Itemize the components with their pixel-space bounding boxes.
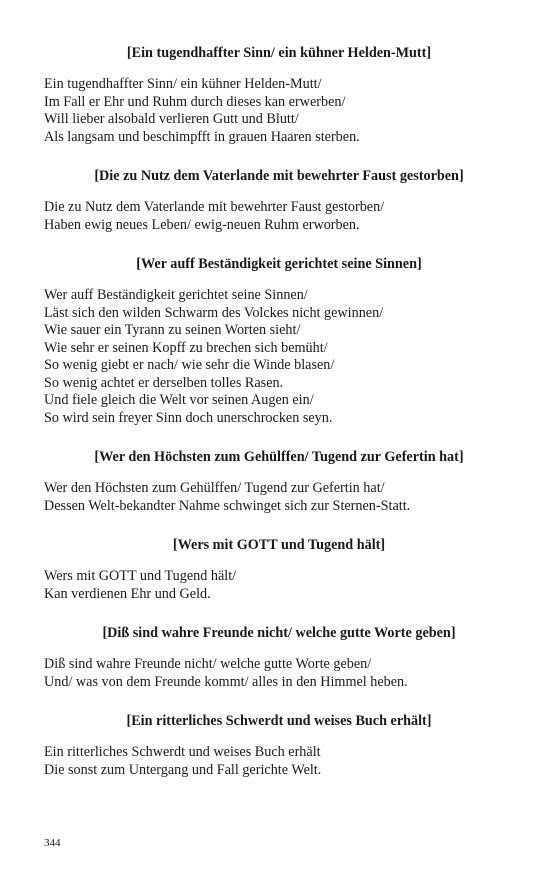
verse-block [44, 287, 514, 427]
verse-line: Wer den Höchsten zum Gehülffen/ Tugend zur Gefertin hat/ [44, 480, 385, 496]
verse-line: Will lieber alsobald verlieren Gutt und Blutt/ [44, 111, 299, 127]
verse-line: Als langsam und beschimpfft in grauen Haaren sterben. [44, 128, 360, 145]
verse-line: Die zu Nutz dem Vaterlande mit bewehrter Faust gestorben/ [44, 199, 385, 215]
verse-line: Ein tugendhaffter Sinn/ ein kühner Helden-Mutt/ [44, 76, 322, 92]
section-heading: [Ein tugendhaffter Sinn/ ein kühner Helden-Mutt] [126, 45, 432, 61]
verse-block [44, 480, 514, 515]
verse-line: Die sonst zum Untergang und Fall gerichte Welt. [44, 761, 322, 778]
poem-section-2 [44, 167, 514, 234]
page-number: 344 [44, 837, 61, 849]
poem-section-1 [44, 44, 514, 146]
poem-section-3 [44, 255, 514, 427]
verse-line: Und/ was von dem Freunde kommt/ alles in den Himmel heben. [44, 673, 408, 690]
poem-section-6 [44, 624, 514, 691]
verse-line: Ein ritterliches Schwerdt und weises Buch erhält [44, 744, 321, 760]
section-heading: [Ein ritterliches Schwerdt und weises Buch erhält] [126, 713, 432, 729]
verse-line: So wenig giebt er nach/ wie sehr die Winde blasen/ [44, 357, 335, 373]
verse-line: Kan verdienen Ehr und Geld. [44, 585, 211, 602]
section-heading: [Wers mit GOTT und Tugend hält] [172, 537, 386, 553]
verse-block [44, 76, 514, 146]
poem-section-5 [44, 536, 514, 603]
section-heading: [Wer den Höchsten zum Gehülffen/ Tugend zur Gefertin hat] [94, 449, 464, 465]
poem-page [44, 44, 514, 800]
verse-line: So wenig achtet er derselben tolles Rasen. [44, 374, 284, 391]
verse-line: So wird sein freyer Sinn doch unerschrocken seyn. [44, 409, 333, 426]
section-heading: [Wer auff Beständigkeit gerichtet seine Sinnen] [136, 256, 422, 272]
verse-block [44, 199, 514, 234]
verse-line: Haben ewig neues Leben/ ewig-neuen Ruhm erworben. [44, 216, 360, 233]
verse-line: Wers mit GOTT und Tugend hält/ [44, 568, 237, 584]
poem-section-4 [44, 448, 514, 515]
verse-line: Läst sich den wilden Schwarm des Volckes nicht gewinnen/ [44, 304, 384, 321]
verse-line: Dessen Welt-bekandter Nahme schwinget sich zur Sternen-Statt. [44, 497, 411, 514]
verse-line: Diß sind wahre Freunde nicht/ welche gutte Worte geben/ [44, 656, 372, 672]
verse-line: Wie sauer ein Tyrann zu seinen Worten sieht/ [44, 322, 301, 338]
verse-line: Und fiele gleich die Welt vor seinen Augen ein/ [44, 392, 314, 408]
section-heading: [Die zu Nutz dem Vaterlande mit bewehrter Faust gestorben] [94, 168, 464, 184]
verse-line: Wer auff Beständigkeit gerichtet seine Sinnen/ [44, 287, 308, 303]
verse-block [44, 568, 514, 603]
verse-line: Im Fall er Ehr und Ruhm durch dieses kan erwerben/ [44, 93, 346, 110]
verse-line: Wie sehr er seinen Kopff zu brechen sich bemüht/ [44, 339, 328, 356]
poem-section-7 [44, 712, 514, 779]
verse-block [44, 744, 514, 779]
verse-block [44, 656, 514, 691]
section-heading: [Diß sind wahre Freunde nicht/ welche gutte Worte geben] [102, 625, 456, 641]
